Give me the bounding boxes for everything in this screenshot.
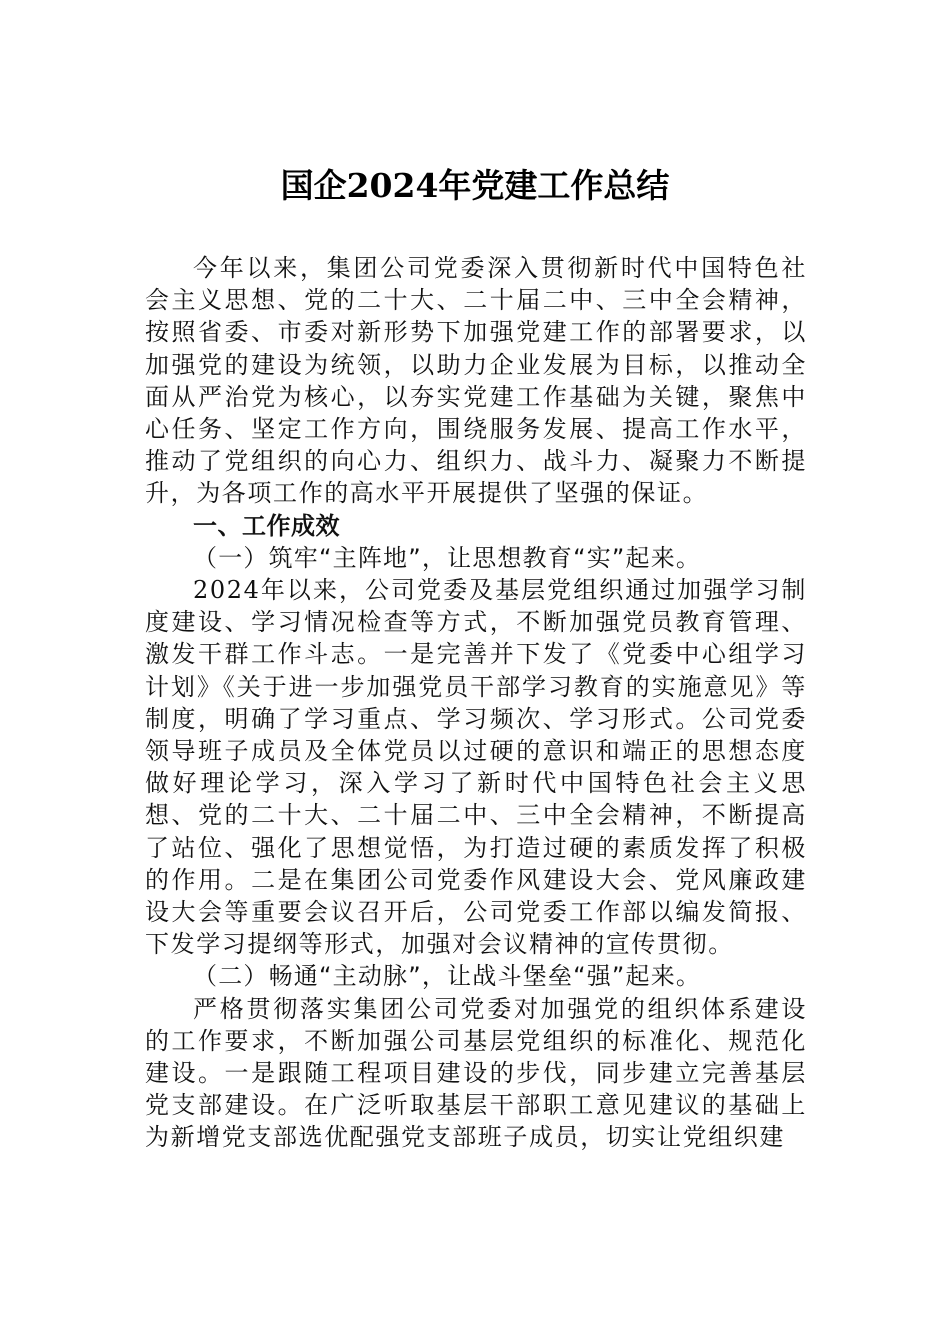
subsection-heading-1: （一）筑牢“主阵地”，让思想教育“实”起来。 (193, 543, 702, 572)
body-paragraph-2: 严格贯彻落实集团公司党委对加强党的组织体系建设的工作要求，不断加强公司基层党组织的标准化、规范化建设。一是跟随工程项目建设的步伐，同步建立完善基层党支部建设。在广泛听取基层干部职工意见建议的基础上为新增党支部选优配强党支部班子成员，切实让党组织建 (145, 994, 807, 1152)
document-body (145, 252, 807, 1154)
body-paragraph-1: 2024年以来，公司党委及基层党组织通过加强学习制度建设、学习情况检查等方式，不断加强党员教育管理、激发干群工作斗志。一是完善并下发了《党委中心组学习计划》《关于进一步加强党员干部学习教育的实施意见》等制度，明确了学习重点、学习频次、学习形式。公司党委领导班子成员及全体党员以过硬的意识和端正的思想态度做好理论学习，深入学习了新时代中国特色社会主义思想、党的二十大、二十届二中、三中全会精神，不断提高了站位、强化了思想觉悟，为打造过硬的素质发挥了积极的作用。二是在集团公司党委作风建设大会、党风廉政建设大会等重要会议召开后，公司党委工作部以编发简报、下发学习提纲等形式，加强对会议精神的宣传贯彻。 (145, 576, 807, 959)
intro-paragraph: 今年以来，集团公司党委深入贯彻新时代中国特色社会主义思想、党的二十大、二十届二中、三中全会精神，按照省委、市委对新形势下加强党建工作的部署要求，以加强党的建设为统领，以助力企业发展为目标，以推动全面从严治党为核心，以夯实党建工作基础为关键，聚焦中心任务、坚定工作方向，围绕服务发展、提高工作水平，推动了党组织的向心力、组织力、战斗力、凝聚力不断提升，为各项工作的高水平开展提供了坚强的保证。 (145, 254, 807, 508)
document-title: 国企2024年党建工作总结 (280, 166, 670, 205)
section-heading-work-results: 一、工作成效 (193, 511, 340, 540)
subsection-heading-2: （二）畅通“主动脉”，让战斗堡垒“强”起来。 (193, 962, 702, 991)
